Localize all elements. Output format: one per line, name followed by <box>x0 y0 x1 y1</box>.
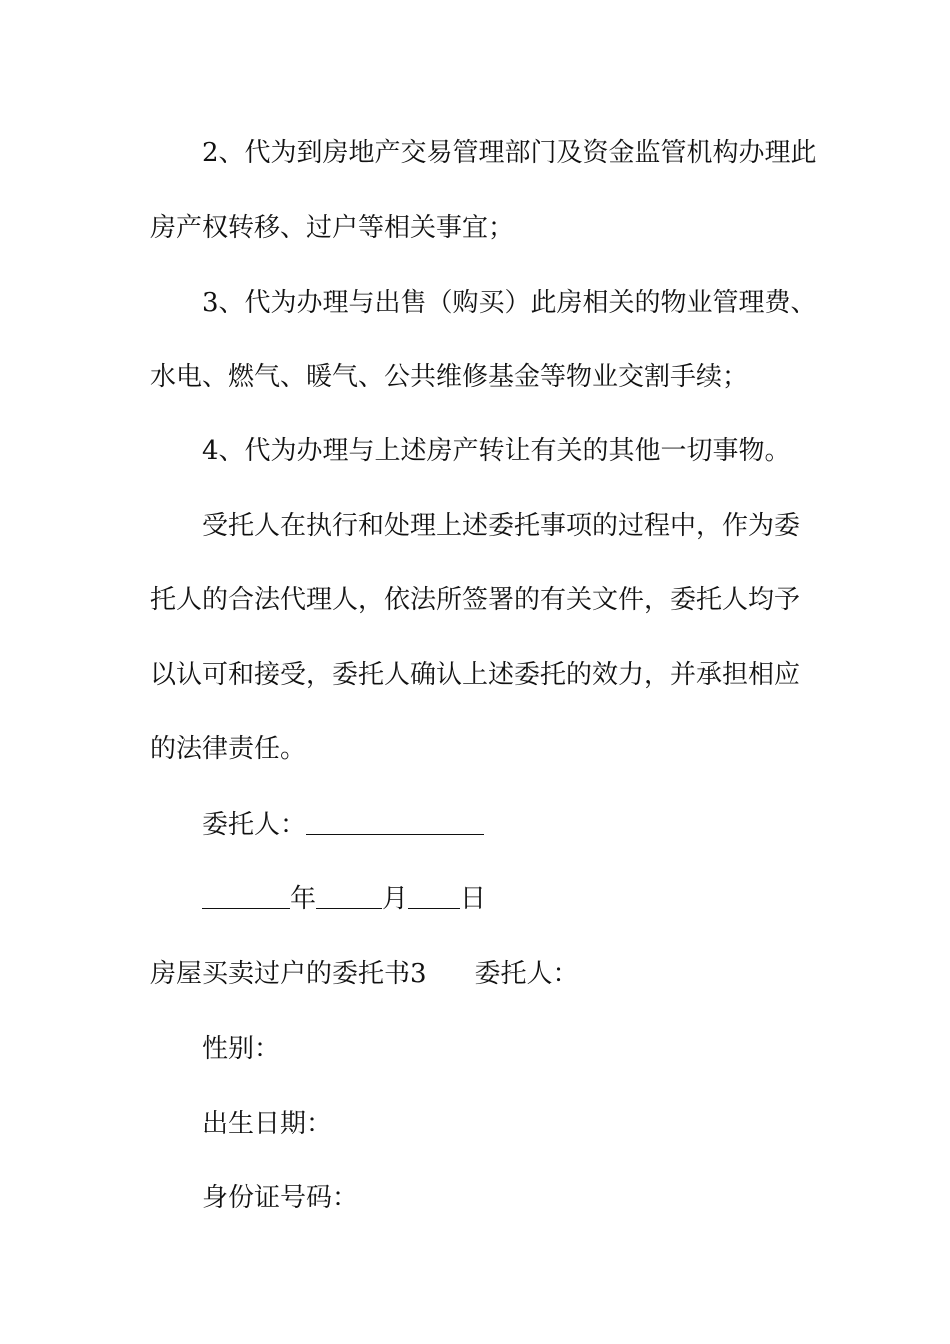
paragraph-item-4: 4、代为办理与上述房产转让有关的其他一切事物。 <box>202 436 791 466</box>
paragraph-item-2-line1: 2、代为到房地产交易管理部门及资金监管机构办理此 <box>202 138 817 168</box>
birth-date-field: 出生日期： <box>202 1109 333 1139</box>
section-3-title: 房屋买卖过户的委托书3 <box>150 959 427 989</box>
paragraph-agent-line3: 以认可和接受，委托人确认上述委托的效力，并承担相应 <box>150 660 801 690</box>
month-blank <box>316 884 382 909</box>
paragraph-agent-line4: 的法律责任。 <box>150 734 307 764</box>
gender-field: 性别： <box>202 1034 281 1064</box>
id-number-field: 身份证号码： <box>202 1183 359 1213</box>
year-label: 年 <box>290 884 317 914</box>
paragraph-item-3-line1: 3、代为办理与出售（购买）此房相关的物业管理费、 <box>202 288 817 318</box>
signature-line <box>202 808 484 842</box>
principal-label: 委托人： <box>474 959 579 989</box>
date-line <box>202 882 486 916</box>
paragraph-agent-line2: 托人的合法代理人，依法所签署的有关文件，委托人均予 <box>150 585 801 615</box>
year-blank <box>202 884 290 909</box>
paragraph-item-3-line2: 水电、燃气、暖气、公共维修基金等物业交割手续； <box>150 362 749 392</box>
day-blank <box>408 884 460 909</box>
signature-blank <box>306 810 484 835</box>
paragraph-item-2-line2: 房产权转移、过户等相关事宜； <box>150 213 515 243</box>
paragraph-agent-line1: 受托人在执行和处理上述委托事项的过程中，作为委 <box>202 511 801 541</box>
signature-label: 委托人： <box>202 810 307 840</box>
day-label: 日 <box>460 884 487 914</box>
section-3-heading-line <box>150 957 579 991</box>
month-label: 月 <box>382 884 409 914</box>
